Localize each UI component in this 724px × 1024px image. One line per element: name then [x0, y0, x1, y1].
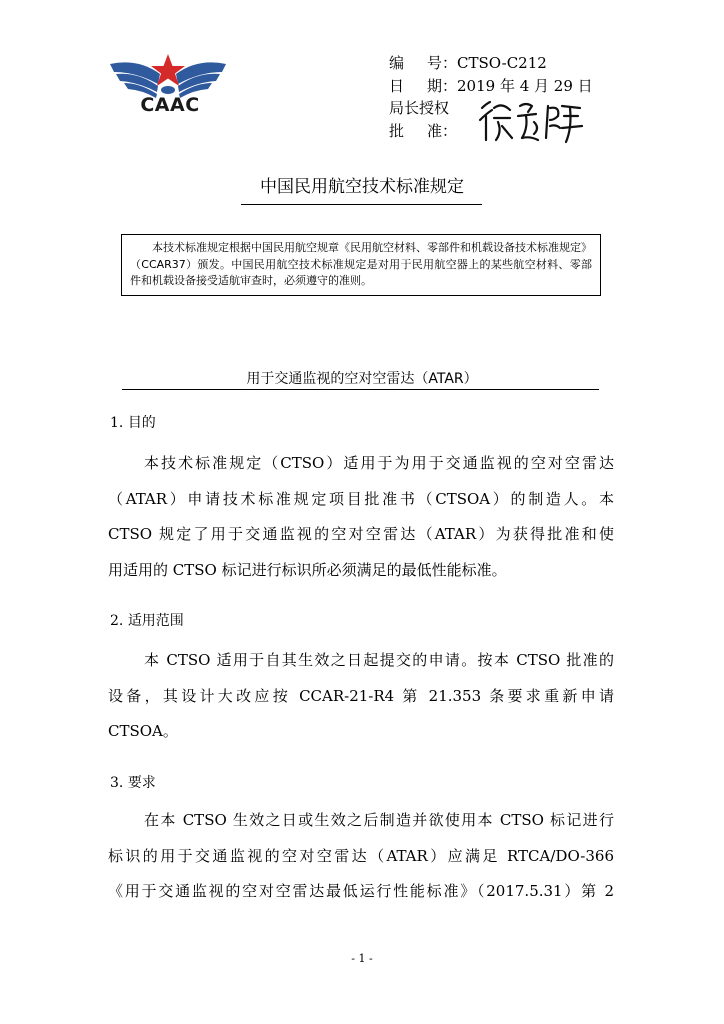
paragraph-line: 本 CTSO 适用于自其生效之日起提交的申请。按本 CTSO 批准的: [144, 651, 614, 669]
section-heading: [110, 412, 156, 432]
paragraph-line: CTSO 规定了用于交通监视的空对空雷达（ATAR）为获得批准和使: [108, 525, 614, 543]
page-number: - 1 -: [351, 952, 373, 965]
section-title: 适用范围: [127, 613, 184, 629]
meta-label-suffix: 期：: [427, 76, 458, 95]
meta-label: 日: [389, 76, 405, 95]
paragraph-line: 在本 CTSO 生效之日或生效之后制造并欲使用本 CTSO 标记进行: [144, 811, 614, 829]
section-number: 2.: [110, 613, 124, 629]
notice-box: 本技术标准规定根据中国民用航空规章《民用航空材料、零部件和机载设备技术标准规定》（CCAR37）颁发。中国民用航空技术标准规定是对用于民用航空器上的某些航空材料、零部件和机载设备接受适航审查时，必须遵守的准则。: [121, 234, 601, 296]
main-title: 中国民用航空技术标准规定: [260, 177, 464, 197]
logo-text: CAAC: [140, 94, 200, 116]
title-underline: [241, 204, 482, 205]
meta-value: CTSO-C212: [457, 54, 547, 72]
meta-row-date: [389, 75, 593, 98]
meta-label: 局长授权: [389, 99, 450, 117]
section-paragraph: [108, 643, 614, 750]
meta-label: 编: [389, 54, 405, 72]
section-number: 3.: [110, 775, 124, 791]
meta-value: 2019 年 4 月 29 日: [457, 76, 593, 95]
subtitle-underline: [122, 389, 599, 390]
section-heading: [110, 772, 156, 792]
paragraph-line: 用适用的 CTSO 标记进行标识所必须满足的最低性能标准。: [108, 560, 507, 579]
paragraph-line: 标识的用于交通监视的空对空雷达（ATAR）应满足 RTCA/DO-366: [108, 846, 614, 865]
paragraph-line: CTSOA。: [108, 722, 178, 740]
signature-image: [476, 98, 586, 146]
section-paragraph: [108, 803, 614, 910]
meta-row-number: [389, 52, 593, 75]
paragraph-line: 设备，其设计大改应按 CCAR-21-R4 第 21.353 条要求重新申请: [108, 686, 614, 705]
section-title: 目的: [127, 415, 156, 431]
meta-label-suffix: 号：: [427, 54, 458, 72]
paragraph-line: （ATAR）申请技术标准规定项目批准书（CTSOA）的制造人。本: [108, 489, 614, 508]
section-paragraph: [108, 446, 614, 588]
section-number: 1.: [110, 415, 124, 431]
section-title: 要求: [127, 775, 156, 791]
paragraph-line: 本技术标准规定（CTSO）适用于为用于交通监视的空对空雷达: [144, 454, 614, 472]
meta-label: 批: [389, 121, 405, 140]
document-subtitle: 用于交通监视的空对空雷达（ATAR）: [246, 371, 478, 387]
paragraph-line: 《用于交通监视的空对空雷达最低运行性能标准》（2017.5.31）第 2: [108, 882, 614, 900]
section-heading: [110, 610, 184, 630]
meta-label-suffix: 准：: [427, 121, 458, 140]
